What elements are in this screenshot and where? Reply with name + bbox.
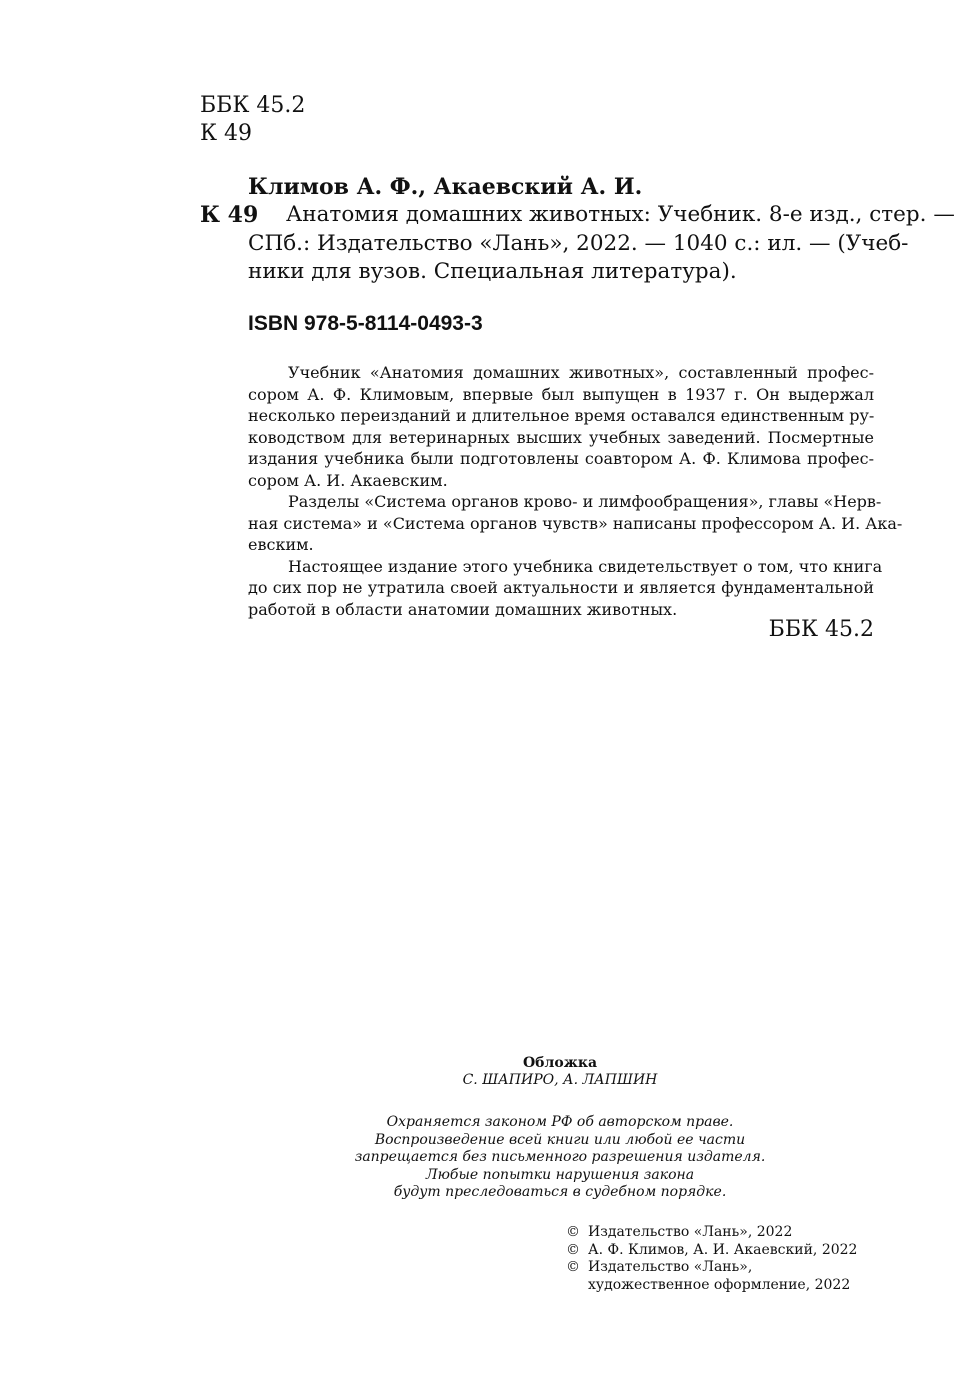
annotation-line: до сих пор не утратила своей актуальности и является фундаментальной bbox=[248, 578, 874, 597]
copyright-icon: © bbox=[566, 1224, 580, 1240]
cover-credits bbox=[300, 1055, 820, 1089]
isbn: ISBN 978-5-8114-0493-3 bbox=[248, 312, 483, 335]
annotation-line: Настоящее издание этого учебника свидетельствует о том, что книга bbox=[288, 556, 883, 576]
author-mark: К 49 bbox=[200, 121, 253, 146]
annotation-line: евским. bbox=[248, 535, 314, 554]
biblio-line: ники для вузов. Специальная литература). bbox=[248, 259, 737, 284]
copyright-icon: © bbox=[566, 1241, 580, 1258]
rights-line: будут преследоваться в судебном порядке. bbox=[393, 1184, 727, 1200]
annotation-line: Учебник «Анатомия домашних животных», составленный профес- bbox=[288, 363, 874, 382]
catalog-codes bbox=[200, 92, 305, 148]
biblio-line: Анатомия домашних животных: Учебник. 8-е изд., стер. — bbox=[286, 202, 955, 227]
annotation-line: сором А. И. Акаевским. bbox=[248, 470, 448, 490]
authors-heading: Климов А. Ф., Акаевский А. И. bbox=[248, 174, 643, 200]
copyright-line bbox=[566, 1224, 857, 1242]
copyright-line bbox=[566, 1242, 857, 1260]
rights-line: Воспроизведение всей книги или любой ее части bbox=[374, 1131, 746, 1148]
annotation-line: несколько переизданий и длительное время оставался единственным ру- bbox=[248, 406, 875, 425]
annotation bbox=[248, 362, 903, 620]
biblio-line: СПб.: Издательство «Лань», 2022. — 1040 с.: ил. — (Учеб- bbox=[248, 230, 909, 256]
bibliographic-description bbox=[248, 201, 955, 287]
annotation-line: сором А. Ф. Климовым, впервые был выпущен в 1937 г. Он выдержал bbox=[248, 384, 874, 404]
record-author-mark: К 49 bbox=[200, 202, 259, 228]
rights-line: запрещается без письменного разрешения издателя. bbox=[354, 1149, 766, 1165]
annotation-line: ководством для ветеринарных высших учебных заведений. Посмертные bbox=[248, 427, 874, 447]
annotation-line: издания учебника были подготовлены соавтором А. Ф. Климова профес- bbox=[248, 449, 874, 468]
copyright-continuation: художественное оформление, 2022 bbox=[588, 1276, 851, 1293]
annotation-line: ная система» и «Система органов чувств» написаны профессором А. И. Ака- bbox=[248, 513, 903, 533]
rights-line: Любые попытки нарушения закона bbox=[425, 1166, 695, 1183]
copyright-line bbox=[566, 1259, 857, 1277]
cover-designers: С. ШАПИРО, А. ЛАПШИН bbox=[462, 1072, 658, 1088]
copyright-notices bbox=[566, 1224, 857, 1294]
annotation-line: Разделы «Система органов крово- и лимфообращения», главы «Нерв- bbox=[288, 492, 882, 511]
rights-line: Охраняется законом РФ об авторском праве. bbox=[386, 1114, 734, 1130]
copyright-icon: © bbox=[566, 1259, 580, 1275]
copyright-text: А. Ф. Климов, А. И. Акаевский, 2022 bbox=[588, 1241, 858, 1258]
rights-notice bbox=[300, 1114, 820, 1202]
bbk-code: ББК 45.2 bbox=[200, 93, 306, 118]
annotation-line: работой в области анатомии домашних животных. bbox=[248, 599, 678, 619]
cover-label: Обложка bbox=[522, 1055, 598, 1071]
copyright-text: Издательство «Лань», 2022 bbox=[588, 1224, 793, 1240]
copyright-text: Издательство «Лань», bbox=[588, 1259, 753, 1275]
annotation-bbk-code: ББК 45.2 bbox=[768, 617, 874, 642]
